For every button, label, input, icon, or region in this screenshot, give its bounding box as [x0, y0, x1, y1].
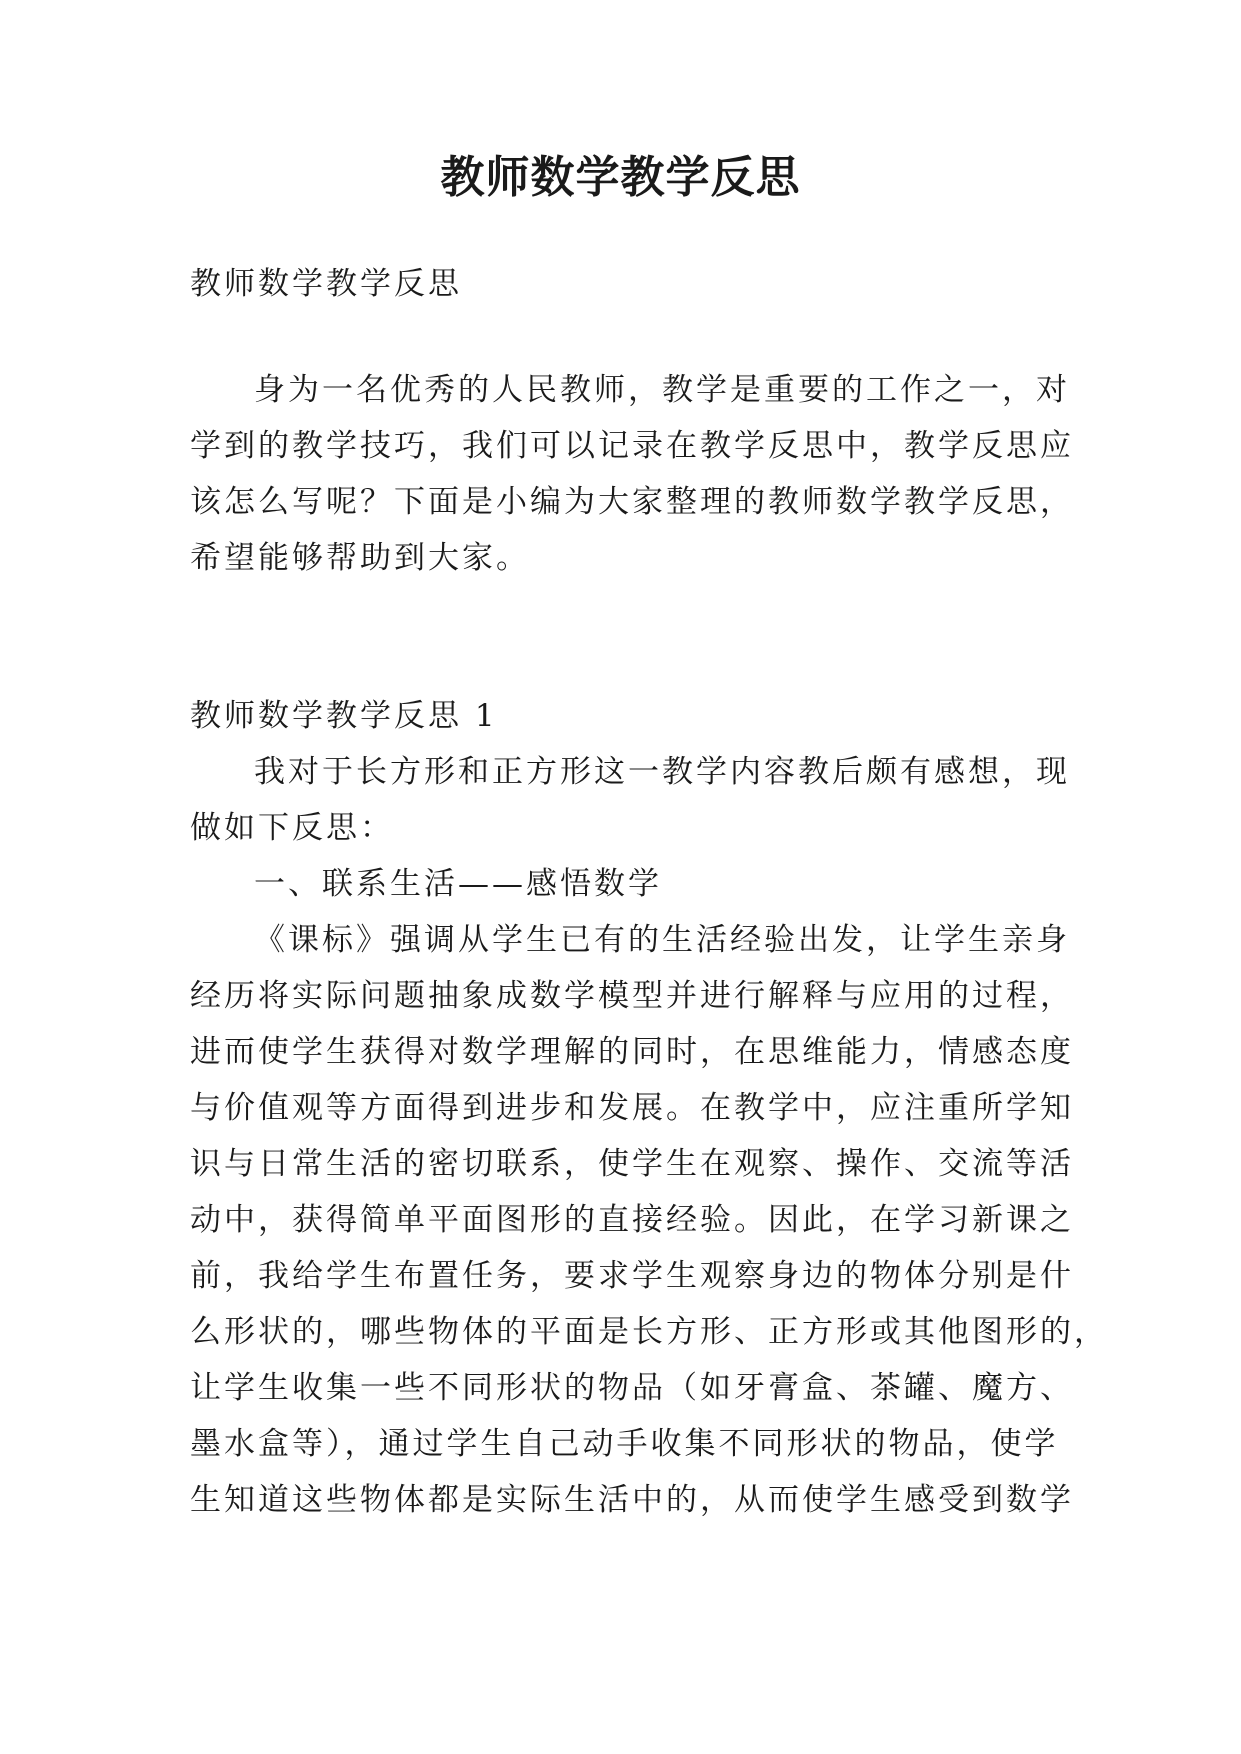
paragraph-line: 与价值观等方面得到进步和发展。在教学中，应注重所学知 [190, 1090, 1074, 1126]
document-subtitle: 教师数学教学反思 [190, 266, 462, 302]
paragraph-line: 让学生收集一些不同形状的物品（如牙膏盒、茶罐、魔方、 [190, 1370, 1074, 1406]
paragraph-line: 识与日常生活的密切联系，使学生在观察、操作、交流等活 [190, 1146, 1074, 1182]
paragraph-line: 我对于长方形和正方形这一教学内容教后颇有感想，现 [254, 754, 1070, 790]
paragraph-line: 前，我给学生布置任务，要求学生观察身边的物体分别是什 [190, 1258, 1074, 1294]
intro-line: 身为一名优秀的人民教师，教学是重要的工作之一，对 [254, 372, 1070, 408]
section-heading: 教师数学教学反思 1 [190, 698, 498, 734]
intro-line: 学到的教学技巧，我们可以记录在教学反思中，教学反思应 [190, 428, 1074, 464]
paragraph-line: 墨水盒等），通过学生自己动手收集不同形状的物品，使学 [190, 1426, 1059, 1462]
paragraph-line: 么形状的，哪些物体的平面是长方形、正方形或其他图形的， [190, 1314, 1108, 1350]
paragraph-line: 经历将实际问题抽象成数学模型并进行解释与应用的过程， [190, 978, 1074, 1014]
intro-line: 该怎么写呢？下面是小编为大家整理的教师数学教学反思， [190, 484, 1074, 520]
paragraph-line: 动中，获得简单平面图形的直接经验。因此，在学习新课之 [190, 1202, 1074, 1238]
paragraph-line: 做如下反思： [190, 810, 394, 846]
paragraph-line: 《课标》强调从学生已有的生活经验出发，让学生亲身 [254, 922, 1070, 958]
section-subheading: 一、联系生活——感悟数学 [254, 866, 662, 902]
intro-line: 希望能够帮助到大家。 [190, 540, 530, 576]
paragraph-line: 进而使学生获得对数学理解的同时，在思维能力，情感态度 [190, 1034, 1074, 1070]
paragraph-line: 生知道这些物体都是实际生活中的，从而使学生感受到数学 [190, 1482, 1074, 1518]
document-title: 教师数学教学反思 [440, 152, 801, 203]
